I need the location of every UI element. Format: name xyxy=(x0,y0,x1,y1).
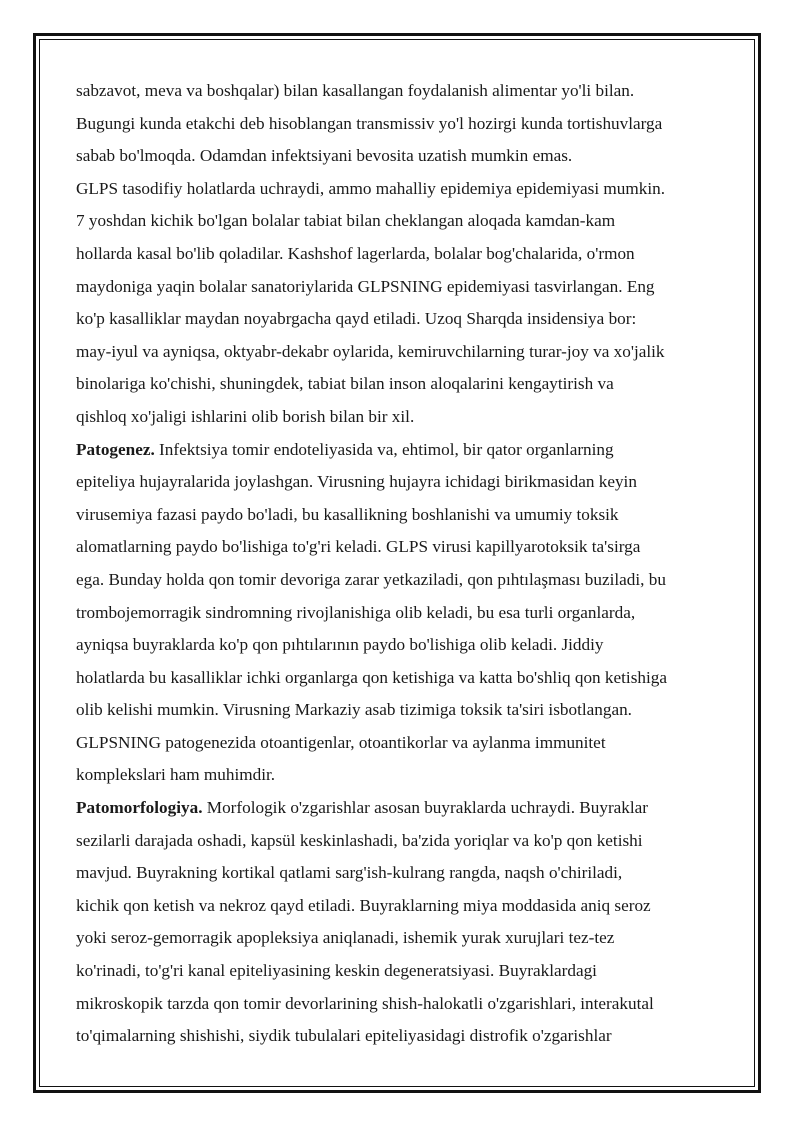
text-line xyxy=(76,434,736,467)
section-heading-patomorfologiya: Patomorfologiya. xyxy=(76,798,203,818)
text-line: GLPS tasodifiy holatlarda uchraydi, ammo mahalliy epidemiya epidemiyasi mumkin. xyxy=(76,178,666,198)
text-line: qishloq xo'jaligi ishlarini olib borish bilan bir xil. xyxy=(76,406,415,426)
text-line: may-iyul va ayniqsa, oktyabr-dekabr oylarida, kemiruvchilarning turar-joy va xo'jalik xyxy=(76,341,665,361)
document-body xyxy=(76,75,736,1053)
text-line: komplekslari ham muhimdir. xyxy=(76,765,276,785)
text-line: trombojemorragik sindromning rivojlanishiga olib keladi, bu esa turli organlarda, xyxy=(76,602,636,622)
text-line: hollarda kasal bo'lib qoladilar. Kashshof lagerlarda, bolalar bog'chalarida, o'rmon xyxy=(76,243,635,263)
text-line xyxy=(76,792,736,825)
text-line: ayniqsa buyraklarda ko'p qon pıhtılarının paydo bo'lishiga olib keladi. Jiddiy xyxy=(76,635,604,655)
text-line: sabzavot, meva va boshqalar) bilan kasallangan foydalanish alimentar yo'li bilan. xyxy=(76,81,635,100)
text-line: Bugungi kunda etakchi deb hisoblangan transmissiv yo'l hozirgi kunda tortishuvlarga xyxy=(76,113,663,133)
text-line: alomatlarning paydo bo'lishiga to'g'ri keladi. GLPS virusi kapillyarotoksik ta'sirga xyxy=(76,537,641,557)
text-run: Infektsiya tomir endoteliyasida va, ehtimol, bir qator organlarning xyxy=(154,439,614,459)
text-run: Morfologik o'zgarishlar asosan buyraklarda uchraydi. Buyraklar xyxy=(202,798,649,818)
text-line: to'qimalarning shishishi, siydik tubulalari epiteliyasidagi distrofik o'zgarishlar xyxy=(76,1026,612,1046)
text-line: kichik qon ketish va nekroz qayd etiladi. Buyraklarning miya moddasida aniq seroz xyxy=(76,895,651,915)
text-line: holatlarda bu kasalliklar ichki organlarga qon ketishiga va katta bo'shliq qon ketishiga xyxy=(76,667,667,687)
text-line: yoki seroz-gemorragik apopleksiya aniqlanadi, ishemik yurak xurujlari tez-tez xyxy=(76,928,615,948)
text-line: ko'p kasalliklar maydan noyabrgacha qayd etiladi. Uzoq Sharqda insidensiya bor: xyxy=(76,309,637,329)
text-line: mavjud. Buyrakning kortikal qatlami sarg'ish-kulrang rangda, naqsh o'chiriladi, xyxy=(76,863,623,883)
text-line: binolariga ko'chishi, shuningdek, tabiat bilan inson aloqalarini kengaytirish va xyxy=(76,374,614,394)
text-line: ega. Bunday holda qon tomir devoriga zarar yetkaziladi, qon pıhtılaşması buziladi, bu xyxy=(76,569,666,589)
text-line: olib kelishi mumkin. Virusning Markaziy asab tizimiga toksik ta'siri isbotlangan. xyxy=(76,700,632,720)
text-line: virusemiya fazasi paydo bo'ladi, bu kasallikning boshlanishi va umumiy toksik xyxy=(76,504,619,524)
section-heading-patogenez: Patogenez. xyxy=(76,439,155,459)
text-line: ko'rinadi, to'g'ri kanal epiteliyasining keskin degeneratsiyasi. Buyraklardagi xyxy=(76,961,597,981)
text-line: sabab bo'lmoqda. Odamdan infektsiyani bevosita uzatish mumkin emas. xyxy=(76,146,573,166)
text-line: GLPSNING patogenezida otoantigenlar, otoantikorlar va aylanma immunitet xyxy=(76,732,606,752)
text-line: epiteliya hujayralarida joylashgan. Virusning hujayra ichidagi birikmasidan keyin xyxy=(76,472,637,492)
text-line: sezilarli darajada oshadi, kapsül keskinlashadi, ba'zida yoriqlar va ko'p qon ketishi xyxy=(76,830,643,850)
text-line: maydoniga yaqin bolalar sanatoriylarida GLPSNING epidemiyasi tasvirlangan. Eng xyxy=(76,276,655,296)
text-line: mikroskopik tarzda qon tomir devorlarining shish-halokatli o'zgarishlari, interakutal xyxy=(76,993,654,1013)
text-line: 7 yoshdan kichik bo'lgan bolalar tabiat bilan cheklangan aloqada kamdan-kam xyxy=(76,211,616,231)
